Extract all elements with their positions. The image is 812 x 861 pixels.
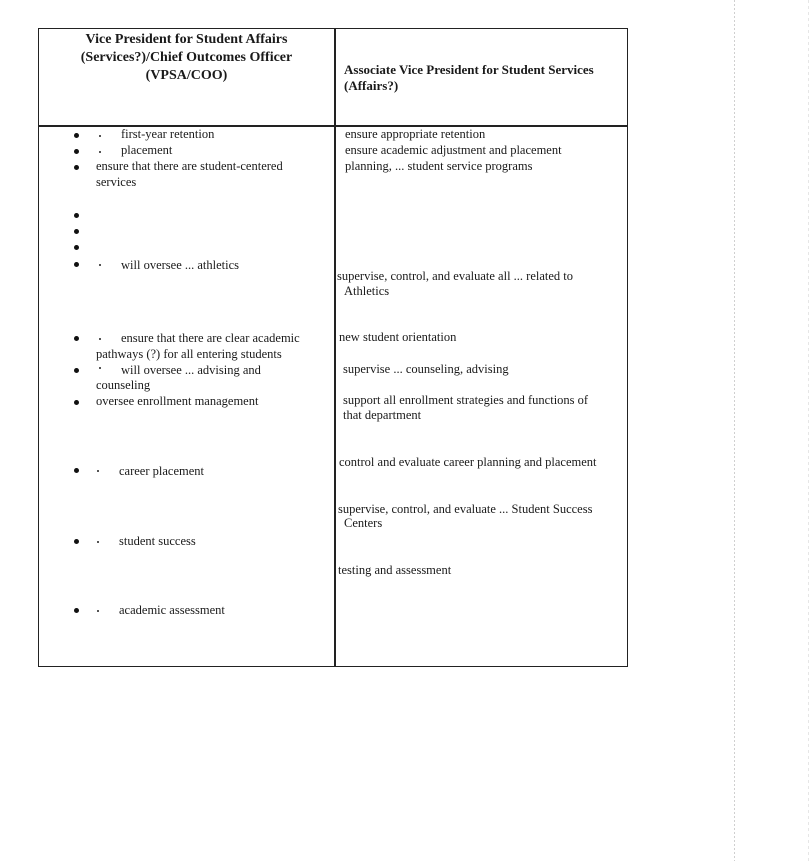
header-left-line: (Services?)/Chief Outcomes Officer (80, 50, 293, 65)
header-left-line: (VPSA/COO) (145, 68, 228, 83)
bullet-icon (74, 336, 79, 341)
left-item: ensure that there are clear academic (121, 331, 300, 345)
bullet-icon (74, 245, 79, 250)
dot-icon (97, 610, 99, 612)
left-item: oversee enrollment management (96, 394, 259, 408)
right-item: ensure appropriate retention (345, 127, 486, 141)
left-item: counseling (96, 378, 151, 392)
right-item: supervise, control, and evaluate ... Student Success (338, 502, 593, 516)
left-item: academic assessment (119, 603, 225, 617)
bullet-icon (74, 213, 79, 218)
bullet-icon (74, 468, 79, 473)
left-item: will oversee ... athletics (121, 258, 240, 272)
dot-icon (99, 135, 101, 137)
right-item: control and evaluate career planning and placement (339, 455, 597, 469)
left-item: career placement (119, 464, 205, 478)
scan-edge-artifact (808, 0, 809, 861)
dot-icon (99, 151, 101, 153)
left-item: student success (119, 534, 196, 548)
right-item: support all enrollment strategies and functions of (343, 393, 589, 407)
bullet-icon (74, 133, 79, 138)
left-item: services (96, 175, 137, 189)
right-item: supervise ... counseling, advising (343, 362, 509, 376)
left-item: placement (121, 143, 173, 157)
left-item: pathways (?) for all entering students (96, 347, 282, 361)
right-item: planning, ... student service programs (345, 159, 533, 173)
left-column-header (39, 31, 334, 85)
bullet-icon (74, 229, 79, 234)
bullet-icon (74, 368, 79, 373)
responsibilities-table (38, 28, 628, 667)
bullet-icon (74, 539, 79, 544)
right-item: ensure academic adjustment and placement (345, 143, 562, 157)
dot-icon (99, 264, 101, 266)
bullet-icon (74, 262, 79, 267)
dot-icon (97, 470, 99, 472)
bullet-icon (74, 400, 79, 405)
bullet-icon (74, 608, 79, 613)
right-item: Athletics (344, 284, 390, 298)
right-item: new student orientation (339, 330, 457, 344)
header-left-line: Vice President for Student Affairs (85, 32, 288, 47)
dot-icon (97, 541, 99, 543)
right-item: testing and assessment (338, 563, 452, 577)
right-item: supervise, control, and evaluate all ... related to (337, 269, 574, 283)
dot-icon (99, 367, 101, 369)
scan-edge-artifact (734, 0, 735, 861)
left-item: will oversee ... advising and (121, 363, 261, 377)
right-item: Centers (344, 516, 383, 530)
left-item: first-year retention (121, 127, 215, 141)
right-column-header (344, 62, 624, 94)
header-right-line: Associate Vice President for Student Services (344, 62, 594, 77)
left-item: ensure that there are student-centered (96, 159, 283, 173)
bullet-icon (74, 165, 79, 170)
header-right-line: (Affairs?) (344, 78, 399, 93)
right-item: that department (343, 408, 422, 422)
bullet-icon (74, 149, 79, 154)
dot-icon (99, 338, 101, 340)
